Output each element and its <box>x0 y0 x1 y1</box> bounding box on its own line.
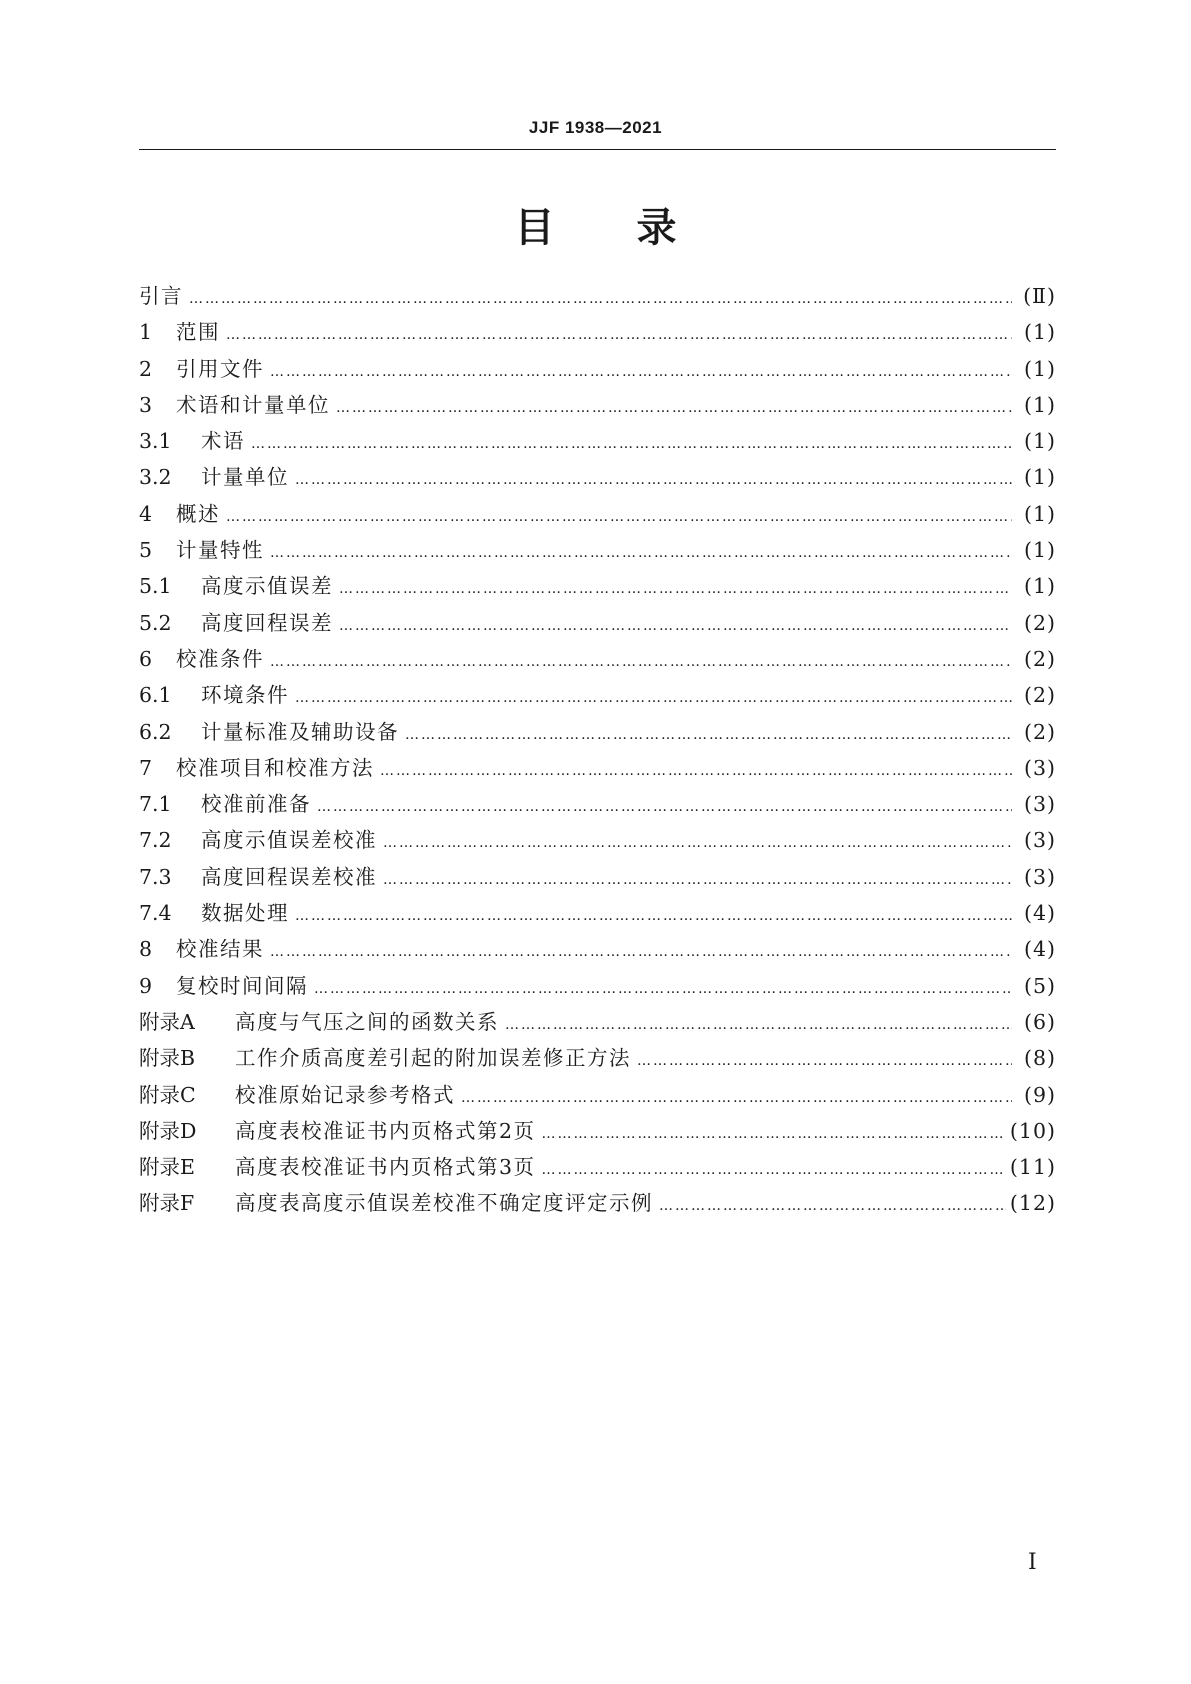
toc-entry-label: 校准结果 <box>176 937 264 962</box>
toc-entry-page: (5) <box>1023 973 1056 998</box>
toc-leader-dots <box>295 680 1012 716</box>
toc-entry-page: (2) <box>1023 610 1056 635</box>
toc-leader-dots <box>637 1043 1012 1079</box>
toc-leader-dots <box>314 971 1012 1007</box>
toc-entry-label: 计量单位 <box>201 465 289 490</box>
toc-entry-label: 数据处理 <box>201 901 289 926</box>
toc-entry-page: (1) <box>1023 538 1056 563</box>
toc-entry-number: 附录E <box>139 1155 195 1180</box>
toc-leader-dots <box>226 499 1012 535</box>
toc-entry[interactable] <box>139 278 1056 314</box>
toc-entry[interactable] <box>139 387 1056 423</box>
toc-entry-label: 计量标准及辅助设备 <box>201 719 399 744</box>
toc-entry-number: 附录C <box>139 1082 196 1107</box>
toc-entry[interactable] <box>139 714 1056 750</box>
toc-entry-page: (2) <box>1023 646 1056 671</box>
toc-entry-label: 高度表校准证书内页格式第2页 <box>235 1118 536 1143</box>
toc-entry[interactable] <box>139 1004 1056 1040</box>
toc-entry-page: (1) <box>1023 392 1056 417</box>
toc-entry[interactable] <box>139 496 1056 532</box>
toc-entry-page: (12) <box>1009 1191 1056 1216</box>
toc-entry-label: 校准前准备 <box>201 792 311 817</box>
toc-entry[interactable] <box>139 750 1056 786</box>
toc-entry-number: 9 <box>139 973 153 998</box>
toc-entry-number: 5.2 <box>139 610 172 635</box>
page-title <box>0 196 1191 253</box>
toc-entry-number: 5.1 <box>139 574 172 599</box>
toc-entry-number: 3 <box>139 392 153 417</box>
toc-entry-number: 5 <box>139 538 153 563</box>
toc-entry-number: 7.2 <box>139 828 172 853</box>
toc-entry[interactable] <box>139 677 1056 713</box>
toc-entry-label: 高度表校准证书内页格式第3页 <box>235 1155 536 1180</box>
toc-leader-dots <box>251 426 1012 462</box>
toc-leader-dots <box>405 717 1012 753</box>
toc-entry-number: 附录B <box>139 1046 196 1071</box>
toc-entry-page: (Ⅱ) <box>1023 284 1056 308</box>
toc-entry-number: 7.1 <box>139 792 172 817</box>
toc-entry-page: (3) <box>1023 864 1056 889</box>
toc-entry-page: (1) <box>1023 320 1056 345</box>
toc-leader-dots <box>383 825 1012 861</box>
toc-entry-page: (3) <box>1023 792 1056 817</box>
toc-entry-page: (8) <box>1023 1046 1056 1071</box>
toc-leader-dots <box>226 317 1012 353</box>
toc-entry-number: 7.4 <box>139 901 172 926</box>
toc-entry-number: 附录A <box>139 1009 195 1034</box>
toc-entry[interactable] <box>139 1149 1056 1185</box>
toc-entry[interactable] <box>139 605 1056 641</box>
toc-entry-number: 6.2 <box>139 719 172 744</box>
toc-entry-page: (1) <box>1023 465 1056 490</box>
toc-entry-number: 7.3 <box>139 864 172 889</box>
toc-entry-label: 引言 <box>139 284 183 308</box>
toc-entry-number: 1 <box>139 320 153 345</box>
toc-leader-dots <box>189 281 1012 317</box>
toc-entry-page: (1) <box>1023 356 1056 381</box>
toc-entry[interactable] <box>139 459 1056 495</box>
toc-entry-label: 概述 <box>176 501 220 526</box>
toc-entry-label: 引用文件 <box>176 356 264 381</box>
toc-entry[interactable] <box>139 568 1056 604</box>
toc-entry-page: (3) <box>1023 755 1056 780</box>
toc-entry-number: 8 <box>139 937 153 962</box>
toc-entry-page: (10) <box>1009 1118 1056 1143</box>
toc-entry[interactable] <box>139 1185 1056 1221</box>
table-of-contents <box>139 278 1056 1222</box>
toc-entry-number: 4 <box>139 501 153 526</box>
toc-entry-label: 高度表高度示值误差校准不确定度评定示例 <box>235 1191 653 1216</box>
toc-entry-label: 工作介质高度差引起的附加误差修正方法 <box>235 1046 631 1071</box>
toc-leader-dots <box>383 862 1012 898</box>
toc-entry[interactable] <box>139 968 1056 1004</box>
toc-entry-number: 6.1 <box>139 683 172 708</box>
toc-entry-page: (11) <box>1009 1155 1056 1180</box>
toc-entry-label: 高度回程误差校准 <box>201 864 377 889</box>
toc-entry-page: (2) <box>1023 683 1056 708</box>
toc-entry-page: (3) <box>1023 828 1056 853</box>
page-title-char-1: 目 <box>514 205 555 251</box>
toc-entry-page: (2) <box>1023 719 1056 744</box>
toc-entry-page: (4) <box>1023 901 1056 926</box>
toc-entry[interactable] <box>139 314 1056 350</box>
toc-leader-dots <box>339 571 1012 607</box>
toc-entry-number: 3.2 <box>139 465 172 490</box>
toc-entry[interactable] <box>139 786 1056 822</box>
toc-entry[interactable] <box>139 822 1056 858</box>
header-rule <box>139 149 1056 150</box>
toc-entry[interactable] <box>139 931 1056 967</box>
toc-entry-page: (1) <box>1023 501 1056 526</box>
toc-entry-number: 7 <box>139 755 153 780</box>
toc-entry-page: (1) <box>1023 574 1056 599</box>
toc-entry[interactable] <box>139 1077 1056 1113</box>
toc-entry-label: 高度回程误差 <box>201 610 333 635</box>
toc-leader-dots <box>339 608 1012 644</box>
toc-entry[interactable] <box>139 351 1056 387</box>
toc-leader-dots <box>336 390 1012 426</box>
page-title-char-2: 录 <box>636 205 677 251</box>
toc-entry-number: 附录D <box>139 1118 197 1143</box>
toc-entry-label: 范围 <box>176 320 220 345</box>
toc-entry-number: 附录F <box>139 1191 195 1216</box>
toc-entry[interactable] <box>139 1113 1056 1149</box>
toc-entry-page: (4) <box>1023 937 1056 962</box>
toc-entry-page: (9) <box>1023 1082 1056 1107</box>
toc-entry-label: 环境条件 <box>201 683 289 708</box>
toc-leader-dots <box>270 644 1012 680</box>
toc-entry[interactable] <box>139 641 1056 677</box>
toc-entry-number: 6 <box>139 646 153 671</box>
toc-leader-dots <box>295 898 1012 934</box>
toc-leader-dots <box>270 535 1012 571</box>
toc-leader-dots <box>505 1007 1012 1043</box>
toc-entry-label: 复校时间间隔 <box>176 973 308 998</box>
toc-entry[interactable] <box>139 1040 1056 1076</box>
toc-entry[interactable] <box>139 859 1056 895</box>
toc-entry-label: 校准原始记录参考格式 <box>235 1082 455 1107</box>
toc-leader-dots <box>659 1188 1006 1224</box>
toc-leader-dots <box>295 462 1012 498</box>
toc-leader-dots <box>542 1116 1006 1152</box>
toc-entry-label: 校准条件 <box>176 646 264 671</box>
toc-leader-dots <box>461 1080 1012 1116</box>
toc-entry-page: (6) <box>1023 1009 1056 1034</box>
toc-entry-page: (1) <box>1023 429 1056 454</box>
toc-entry-number: 2 <box>139 356 153 381</box>
toc-leader-dots <box>270 934 1012 970</box>
toc-entry[interactable] <box>139 895 1056 931</box>
page-number: Ⅰ <box>1028 1550 1037 1575</box>
toc-entry-label: 高度示值误差 <box>201 574 333 599</box>
toc-leader-dots <box>380 753 1012 789</box>
toc-leader-dots <box>542 1152 1006 1188</box>
toc-entry-label: 计量特性 <box>176 538 264 563</box>
toc-entry-label: 术语和计量单位 <box>176 392 330 417</box>
toc-entry-label: 高度示值误差校准 <box>201 828 377 853</box>
toc-leader-dots <box>270 354 1012 390</box>
toc-leader-dots <box>317 789 1012 825</box>
toc-entry-label: 校准项目和校准方法 <box>176 755 374 780</box>
toc-entry-number: 3.1 <box>139 429 172 454</box>
toc-entry-label: 高度与气压之间的函数关系 <box>235 1009 499 1034</box>
toc-entry[interactable] <box>139 532 1056 568</box>
toc-entry[interactable] <box>139 423 1056 459</box>
document-code: JJF 1938—2021 <box>528 118 663 137</box>
toc-entry-label: 术语 <box>201 429 245 454</box>
